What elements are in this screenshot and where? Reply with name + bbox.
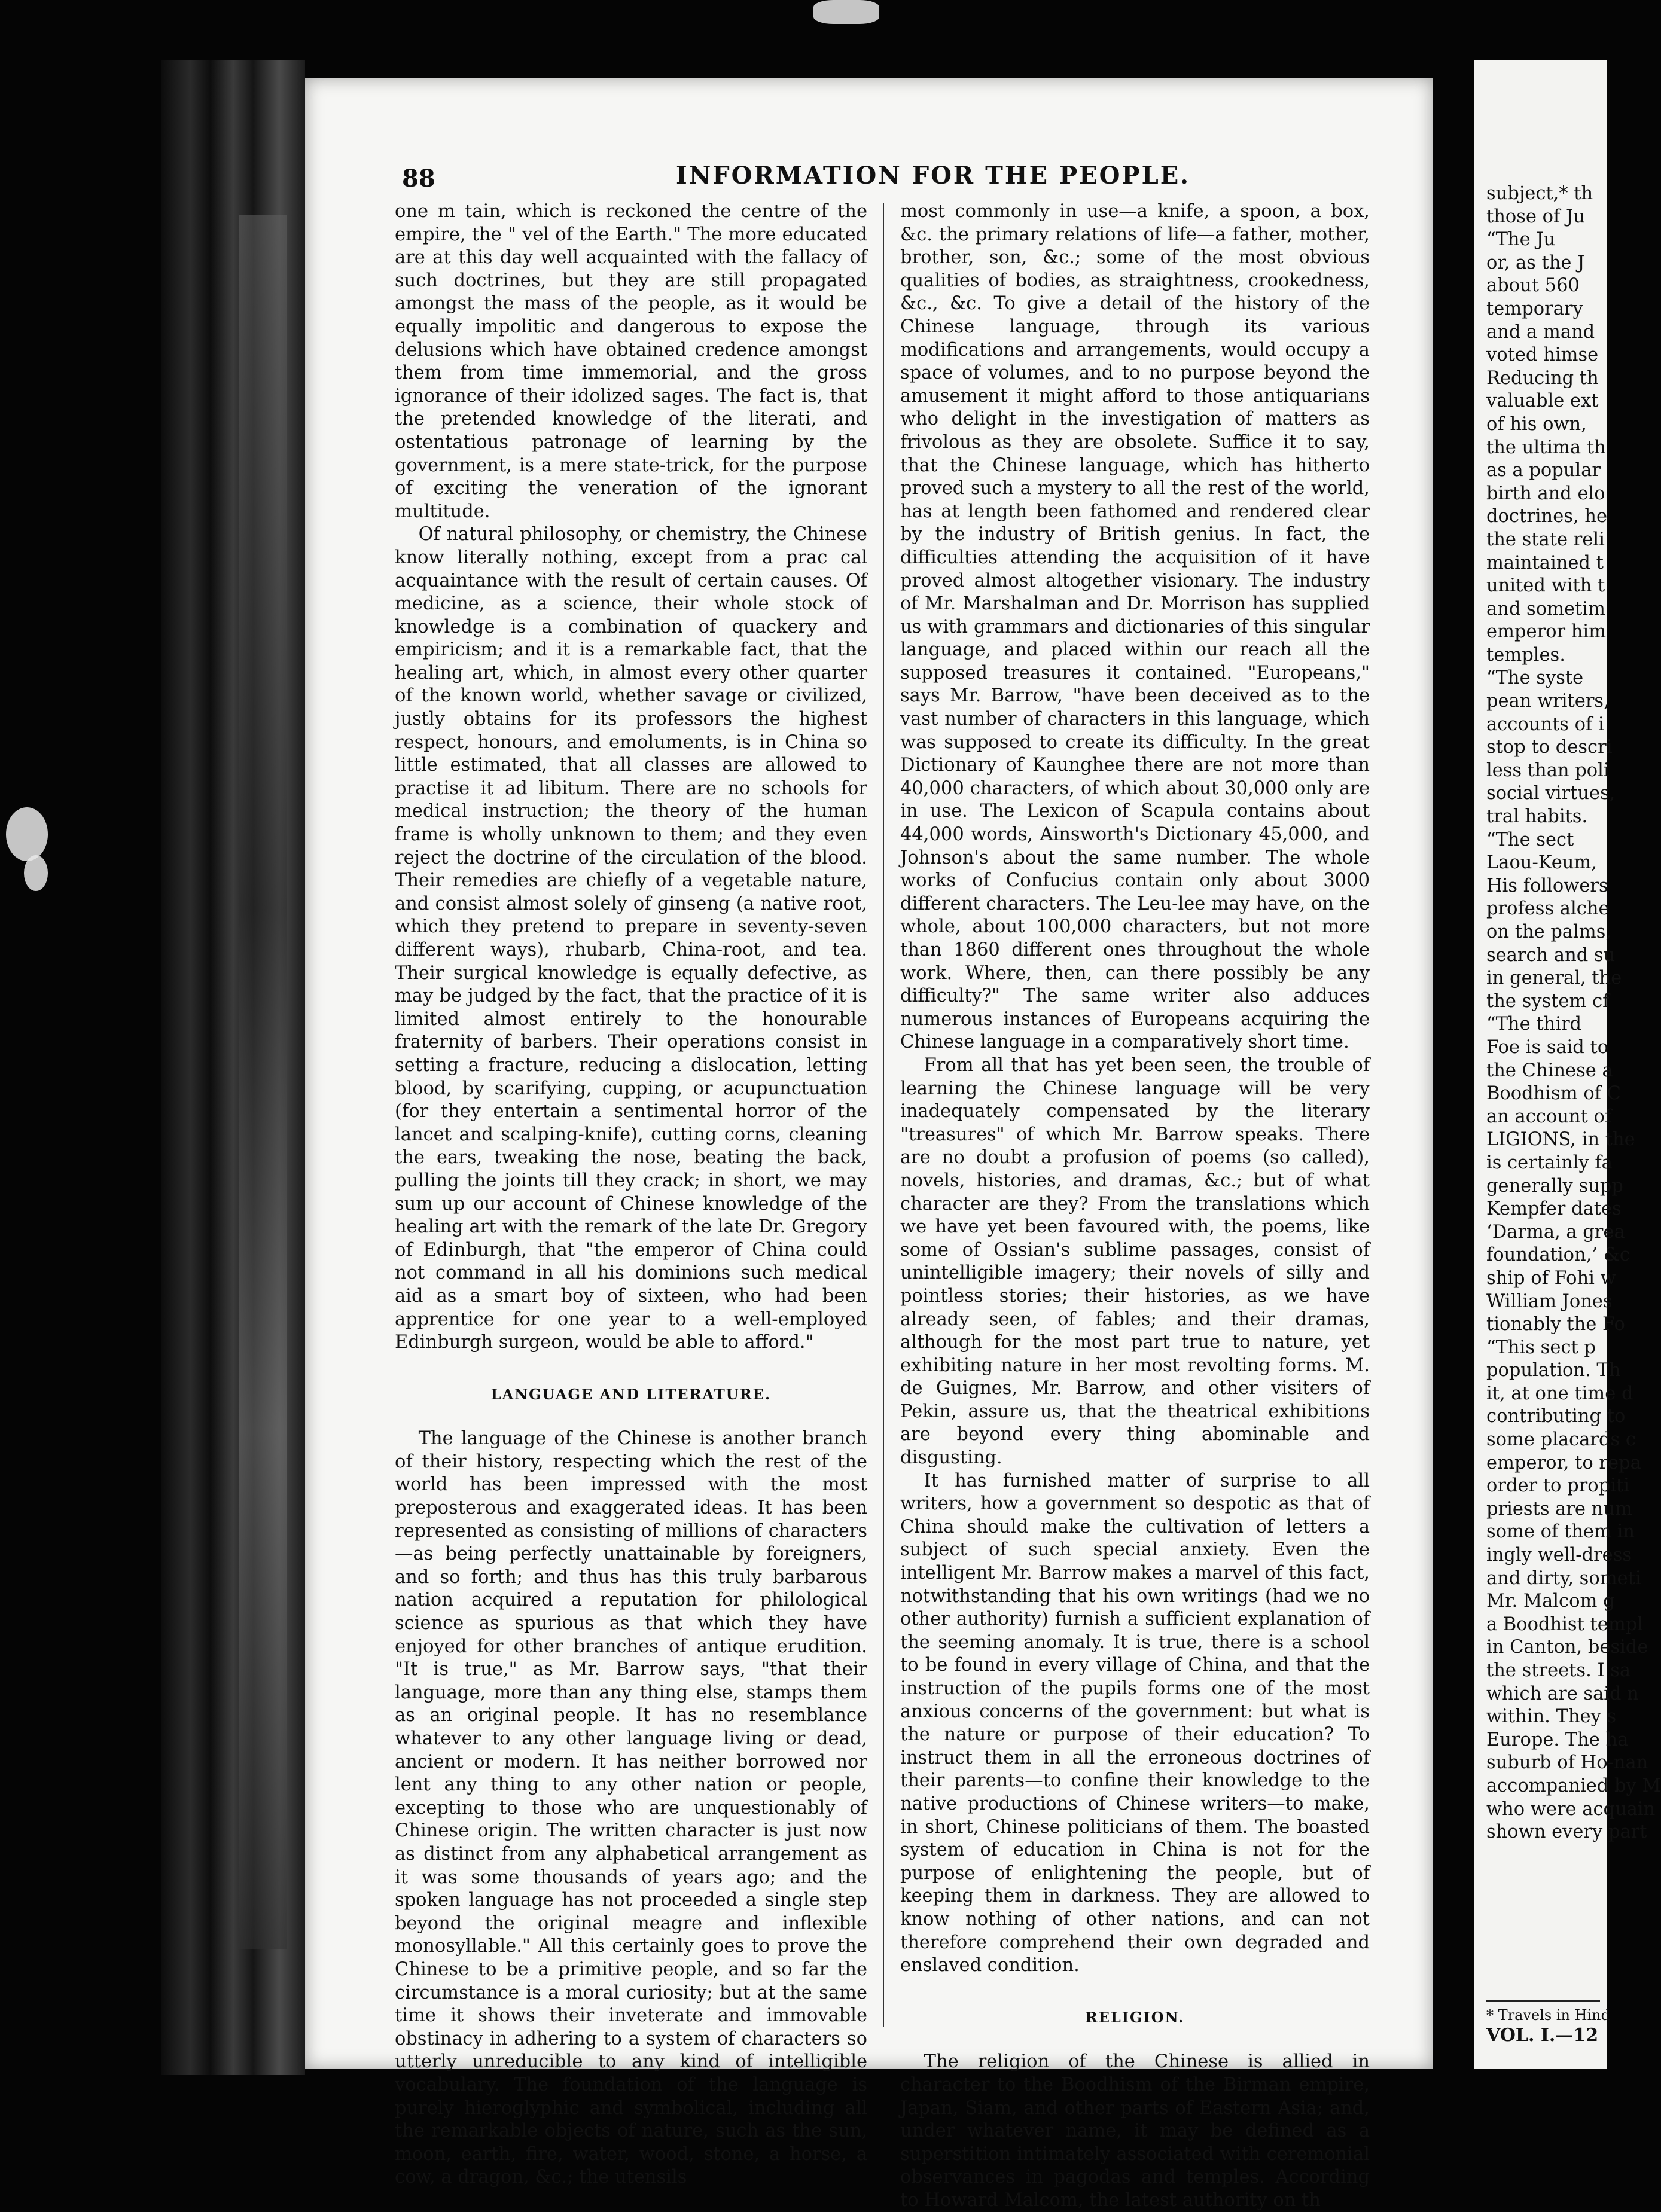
text-line: emperor him bbox=[1486, 621, 1607, 643]
text-line: the streets. I sa bbox=[1486, 1660, 1631, 1681]
text-line: is certainly fa bbox=[1486, 1152, 1613, 1173]
text-line: ship of Fohi w bbox=[1486, 1267, 1616, 1289]
text-line: voted himse bbox=[1486, 344, 1599, 366]
text-line: Laou-Keum, bbox=[1486, 852, 1598, 874]
text-line: a Boodhist templ bbox=[1486, 1613, 1644, 1635]
text-line: “The Ju bbox=[1486, 229, 1556, 251]
paragraph: It has furnished matter of surprise to all writers, how a government so despotic as that of China should make the cultivation of letters a subject of such special anxiety. Even the intelligent Mr. Barrow makes a marvel of this fact, notwithstanding that his own writings (had we no other authority) furnish a sufficient explanation of the seeming anomaly. It is true, there is a school to be found in every village of China, and that the instruction of the pupils forms one of the most anxious concerns of the government: but what is the nature or purpose of their education? To instruct them in all the erroneous doctrines of their parents—to confine their knowledge to the native productions of Chinese writers—to make, in short, Chinese politicians of them. The boasted system of education in China is not for the purpose of enlightening the people, but of keeping them in darkness. They are allowed to know nothing of other nations, and can not therefore comprehend their own degraded and enslaved condition. bbox=[900, 1470, 1370, 1976]
text-line: foundation,’ &c bbox=[1486, 1244, 1630, 1266]
text-line: pean writers, bbox=[1486, 691, 1610, 712]
text-line: about 560 bbox=[1486, 275, 1580, 297]
text-line: maintained t bbox=[1486, 552, 1604, 573]
text-line: the system cf bbox=[1486, 990, 1610, 1012]
text-line: some placards c bbox=[1486, 1429, 1636, 1451]
text-line: in Canton, beside bbox=[1486, 1637, 1648, 1658]
text-line: emperor, to repa bbox=[1486, 1452, 1641, 1473]
text-line: temples. bbox=[1486, 644, 1565, 666]
text-line: search and su bbox=[1486, 944, 1616, 966]
text-line: shown every part bbox=[1486, 1822, 1647, 1843]
paragraph: Of natural philosophy, or chemistry, the Chinese know literally nothing, except from a prac cal acquaintance with the result of certain causes. Of medicine, as a science, their whole stock of knowledge is a combination of quackery and empiricism; and it is a remarkable fact, that the healing art, which, in almost every other quarter of the known world, whether savage or civilized, justly obtains for its professors the highest respect, honours, and emoluments, is in China so little estimated, that all classes are allowed to practise it ad libitum. There are no schools for medical instruction; the theory of the human frame is wholly unknown to them; and they even reject the doctrine of the circulation of the blood. Their remedies are chiefly of a vegetable nature, and consist almost solely of ginseng (a native root, which they pretend to prepare in seventy-seven different ways), rhubarb, China-root, and tea. Their surgical knowledge is equally defective, as may be judged by the fact, that the practice of it is limited almost entirely to the honourable fraternity of barbers. Their operations consist in setting a fracture, reducing a dislocation, letting blood, by scarifying, cupping, or acupunctuation (for they entertain a sentimental horror of the lancet and scalping-knife), cutting corns, cleaning the ears, tweaking the nose, beating the back, pulling the joints till they crack; in short, we may sum up our account of Chinese knowledge of the healing art with the remark of the late Dr. Gregory of Edinburgh, that "the emperor of China could not command in all his dominions such medical aid as a smart boy of sixteen, who had been apprentice for one year to a well-employed Edinburgh surgeon, would be able to afford." bbox=[395, 524, 867, 1353]
section-heading: LANGUAGE AND LITERATURE. bbox=[490, 1385, 772, 1403]
text-line: those of Ju bbox=[1486, 206, 1585, 227]
text-line: Foe is said to bbox=[1486, 1036, 1609, 1058]
text-line: or, as the J bbox=[1486, 252, 1585, 273]
paragraph: one m tain, which is reckoned the centre of the empire, the " vel of the Earth." The more educated are at this day well acquainted with the fallacy of such doctrines, but they are still propagated amongst the mass of the people, as it would be equally impolitic and dangerous to expose the delusions which have obtained credence amongst them from time immemorial, and the gross ignorance of their idolized sages. The fact is, that the pretended knowledge of the literati, and ostentatious patronage of learning by the government, is a mere state-trick, for the purpose of exciting the veneration of the ignorant multitude. bbox=[395, 201, 867, 522]
text-line: stop to descri bbox=[1486, 737, 1613, 758]
text-line: on the palms, bbox=[1486, 922, 1612, 942]
text-line: doctrines, he bbox=[1486, 506, 1607, 527]
text-line: population. Th bbox=[1486, 1360, 1621, 1381]
text-line: subject,* th bbox=[1486, 183, 1593, 204]
text-line: temporary bbox=[1486, 298, 1583, 319]
text-line: as a popular bbox=[1486, 460, 1601, 481]
text-line: contributing to bbox=[1486, 1406, 1626, 1427]
footnote: * Travels in Hind bbox=[1486, 2007, 1610, 2024]
text-line: generally supp bbox=[1486, 1175, 1623, 1197]
dust-speck bbox=[24, 855, 48, 891]
text-line: priests are num bbox=[1486, 1498, 1632, 1520]
signature-mark: VOL. I.—12 bbox=[1486, 2025, 1599, 2046]
text-line: less than poli bbox=[1486, 759, 1610, 781]
text-line: and a mand bbox=[1486, 321, 1595, 343]
text-line: and dirty, someti bbox=[1486, 1567, 1641, 1589]
text-line: the state reli bbox=[1486, 529, 1605, 550]
text-line: “The sect bbox=[1486, 829, 1574, 850]
column-rule bbox=[883, 203, 884, 2027]
dust-speck bbox=[813, 0, 879, 24]
text-line: His followers bbox=[1486, 875, 1608, 896]
text-line: Mr. Malcom g bbox=[1486, 1591, 1615, 1612]
text-line: Reducing th bbox=[1486, 367, 1599, 389]
text-line: ‘Darma, a grea bbox=[1486, 1221, 1625, 1243]
text-column-right bbox=[900, 200, 1370, 2212]
text-line: William Jones bbox=[1486, 1290, 1613, 1312]
text-line: an account of bbox=[1486, 1106, 1612, 1127]
text-line: tral habits. bbox=[1486, 806, 1588, 828]
text-line: united with t bbox=[1486, 575, 1605, 597]
text-line: Boodhism of C bbox=[1486, 1083, 1622, 1105]
text-line: profess alche bbox=[1486, 898, 1610, 920]
text-column-cut bbox=[1486, 182, 1661, 1844]
text-line: “The third bbox=[1486, 1014, 1582, 1035]
text-line: and sometim bbox=[1486, 598, 1605, 620]
text-line: “The syste bbox=[1486, 667, 1584, 689]
running-title: INFORMATION FOR THE PEOPLE. bbox=[676, 161, 1191, 190]
text-line: accounts of i bbox=[1486, 713, 1604, 735]
right-page-fragment bbox=[1474, 60, 1661, 2069]
text-line: tionably the Fo bbox=[1486, 1314, 1625, 1335]
text-line: LIGIONS, in the bbox=[1486, 1129, 1635, 1151]
page-number: 88 bbox=[402, 164, 435, 193]
text-line: Kempfer dates bbox=[1486, 1198, 1622, 1220]
text-line: who were acquain bbox=[1486, 1798, 1656, 1820]
text-line: of his own, bbox=[1486, 413, 1587, 435]
section-heading: RELIGION. bbox=[1085, 2008, 1185, 2026]
paragraph: The religion of the Chinese is allied in character to the Boodhism of the Birman empire, Japan, Siam, and other parts of Eastern Asia; and, under whatever name, it may be defined as a superstition intimately associated with ceremonial observances in pagodas and temples. According to Howard Malcom, the latest authority on th bbox=[900, 2051, 1370, 2211]
text-line: it, at one time d bbox=[1486, 1383, 1633, 1404]
paragraph: The language of the Chinese is another branch of their history, respecting which the rest of the world has been impressed with the most preposterous and exaggerated ideas. It has been represented as consisting of millions of characters—as being perfectly unattainable by foreigners, and so forth; and thus has this truly barbarous nation acquired a reputation for philological science as spurious as that which they have enjoyed for other branches of antique erudition. "It is true," as Mr. Barrow says, "that their language, more than any thing else, stamps them as an original people. It has no resemblance whatever to any other language living or dead, ancient or modern. It has neither borrowed nor lent any thing to any other nation or people, excepting to those who are unquestionably of Chinese origin. The written character is just now as distinct from any alphabetical arrangement as it was some thousands of years ago; and the spoken language has not proceeded a single step beyond the original meagre and inflexible monosyllable." All this certainly goes to prove the Chinese to be a primitive people, and so far the circumstance is a moral curiosity; but at the same time it shows their inveterate and immovable obstinacy in adhering to a system of characters so utterly unreducible to any kind of intelligible vocabulary. The foundation of the language is purely hieroglyphic and symbolical, including all the remarkable objects of nature, such as the sun, moon, earth, fire, water, wood, stone, a horse, a cow, a dragon, &c.; the utensils bbox=[395, 1428, 867, 2188]
left-page bbox=[305, 78, 1433, 2211]
dust-speck bbox=[6, 807, 48, 861]
text-line: the ultima th bbox=[1486, 437, 1606, 458]
footnote-rule bbox=[1486, 2000, 1600, 2002]
text-line: order to propiti bbox=[1486, 1475, 1629, 1497]
binding-highlight bbox=[239, 215, 287, 1949]
text-line: social virtues, bbox=[1486, 783, 1616, 804]
text-line: birth and elo bbox=[1486, 483, 1605, 504]
text-line: accompanied by M bbox=[1486, 1775, 1661, 1796]
paragraph: From all that has yet been seen, the trouble of learning the Chinese language will be very inadequately compensated by the literary "treasures" of which Mr. Barrow speaks. There are no doubt a profusion of poems (so called), novels, histories, and dramas, &c.; but of what character are they? From the translations which we have yet been favoured with, the poems, like some of Ossian's sublime passages, consist of unintelligible imagery; their novels of silly and pointless stories; their histories, as we have already seen, of fables; and their dramas, although for the most part true to nature, yet exhibiting nature in her most revolting forms. M. de Guignes, Mr. Barrow, and other visiters of Pekin, assure us, that the theatrical exhibitions are beyond every thing abominable and disgusting. bbox=[900, 1054, 1370, 1469]
text-line: within. They s bbox=[1486, 1706, 1617, 1728]
text-line: ingly well-dress bbox=[1486, 1545, 1632, 1566]
text-line: suburb of Ho-nan bbox=[1486, 1752, 1648, 1774]
text-column-left bbox=[395, 200, 867, 2189]
text-line: valuable ext bbox=[1486, 390, 1599, 412]
text-line: Europe. The ha bbox=[1486, 1729, 1629, 1750]
text-line: the Chinese a bbox=[1486, 1060, 1613, 1081]
text-line: which are said n bbox=[1486, 1683, 1639, 1704]
paragraph: most commonly in use—a knife, a spoon, a box, &c. the primary relations of life—a father, mother, brother, son, &c.; some of the most obvious qualities of bodies, as straightness, crookedness, &c., &c. To give a detail of the history of the Chinese language, through its various modifications and arrangements, would occupy a space of volumes, and to no purpose beyond the amusement it might afford to those antiquarians who delight in the investigation of matters as frivolous as they are obsolete. Suffice it to say, that the Chinese language, which has hitherto proved such a mystery to all the rest of the world, has at length been fathomed and rendered clear by the industry of British genius. In fact, the difficulties attending the acquisition of it have proved almost altogether visionary. The industry of Mr. Marshalman and Dr. Morrison has supplied us with grammars and dictionaries of this singular language, and placed within our reach all the supposed treasures it contained. "Europeans," says Mr. Barrow, "have been deceived as to the vast number of characters in this language, which was supposed to create its difficulty. In the great Dictionary of Kaunghee there are not more than 40,000 characters, of which about 30,000 only are in use. The Lexicon of Scapula contains about 44,000 words, Ainsworth's Dictionary 45,000, and Johnson's about the same number. The whole works of Confucius contain only about 3000 different characters. The Leu-lee may have, on the whole, about 100,000 characters, but not more than 1860 different ones throughout the whole work. Where, then, can there possibly be any difficulty?" The same writer also adduces numerous instances of Europeans acquiring the Chinese language in a comparatively short time. bbox=[900, 201, 1370, 1053]
text-line: some of them in bbox=[1486, 1521, 1635, 1543]
text-line: in general, the bbox=[1486, 968, 1622, 989]
text-line: “This sect p bbox=[1486, 1337, 1596, 1358]
